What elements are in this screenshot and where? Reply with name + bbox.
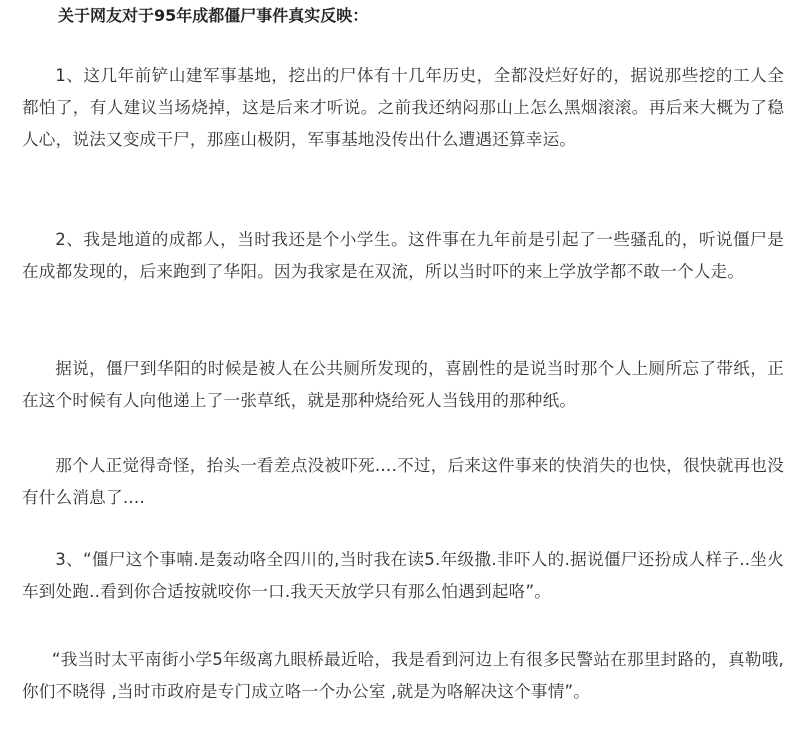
paragraph-5: 3、“僵尸这个事喃.是轰动咯全四川的,当时我在读5.年级撒.非吓人的.据说僵尸还扮成人样子..坐火车到处跑..看到你合适按就咬你一口.我天天放学只有那么怕遇到起咯”。 — [22, 550, 784, 601]
paragraph-1: 1、这几年前铲山建军事基地，挖出的尸体有十几年历史，全都没烂好好的，据说那些挖的工人全都怕了，有人建议当场烧掉，这是后来才听说。之前我还纳闷那山上怎么黑烟滚滚。再后来大概为了稳人心，说法又变成干尸，那座山极阴，军事基地没传出什么遭遇还算幸运。 — [22, 66, 784, 149]
paragraph-4: 那个人正觉得奇怪，抬头一看差点没被吓死….不过，后来这件事来的快消失的也快，很快就再也没有什么消息了…. — [22, 456, 784, 507]
paragraph-2: 2、我是地道的成都人，当时我还是个小学生。这件事在九年前是引起了一些骚乱的，听说僵尸是在成都发现的，后来跑到了华阳。因为我家是在双流，所以当时吓的来上学放学都不敢一个人走。 — [22, 230, 784, 281]
article-title: 关于网友对于95年成都僵尸事件真实反映： — [58, 6, 369, 25]
article-body — [22, 0, 784, 701]
paragraph-6: “我当时太平南街小学5年级离九眼桥最近哈，我是看到河边上有很多民警站在那里封路的，真勒哦,你们不晓得 ,当时市政府是专门成立咯一个办公室 ,就是为咯解决这个事情”。 — [22, 650, 784, 701]
paragraph-3: 据说，僵尸到华阳的时候是被人在公共厕所发现的，喜剧性的是说当时那个人上厕所忘了带纸，正在这个时候有人向他递上了一张草纸，就是那种烧给死人当钱用的那种纸。 — [22, 359, 784, 410]
